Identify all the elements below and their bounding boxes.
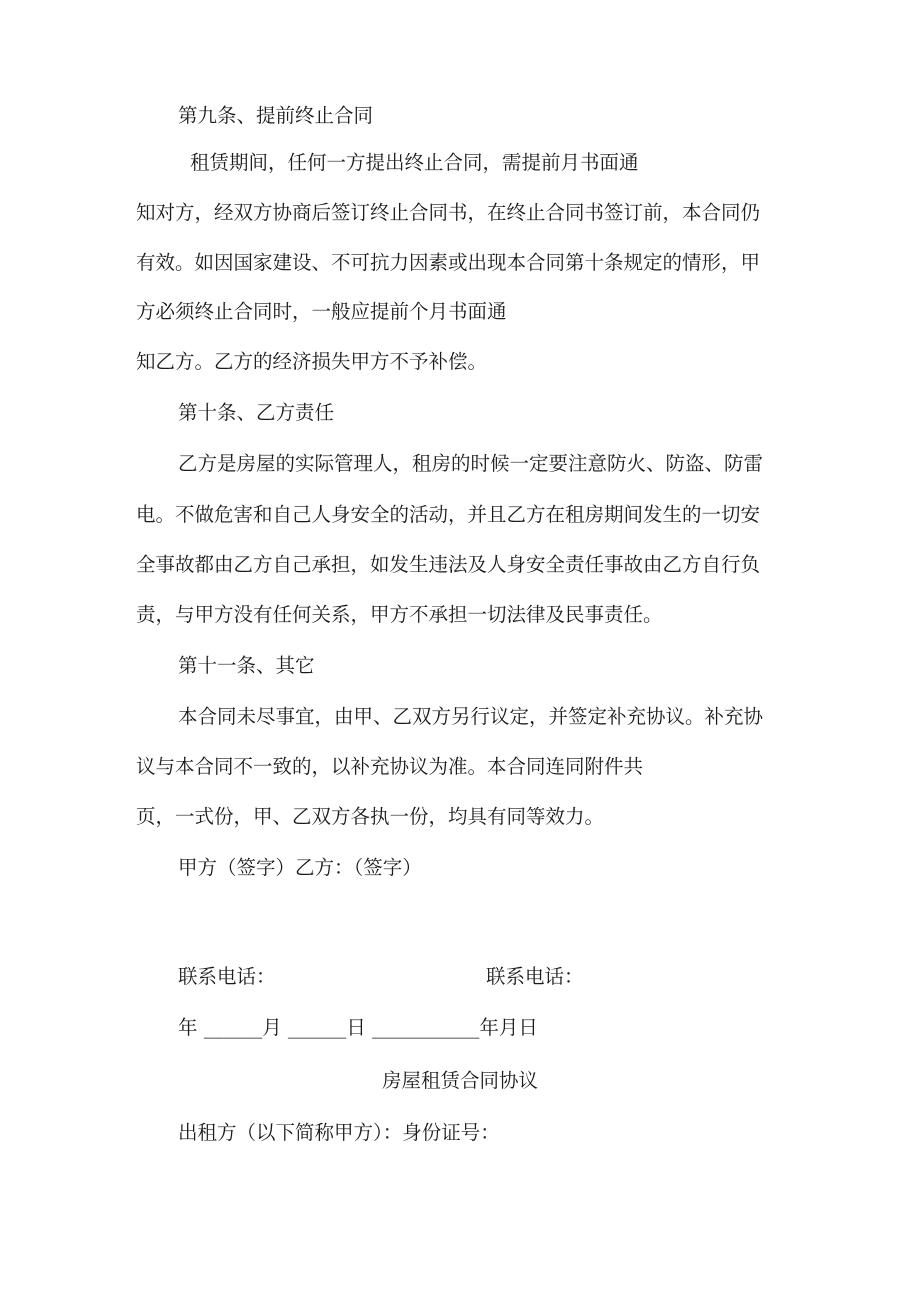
paragraph-line: 责，与甲方没有任何关系，甲方不承担一切法律及民事责任。 xyxy=(136,603,663,626)
lessor-line: 出租方（以下简称甲方）：身份证号： xyxy=(178,1121,500,1144)
signature-line: 甲方（签字）乙方：（签字） xyxy=(178,856,422,879)
paragraph-line: 租赁期间，任何一方提出终止合同，需提前月书面通 xyxy=(190,151,639,174)
paragraph-line: 有效。如因国家建设、不可抗力因素或出现本合同第十条规定的情形，甲 xyxy=(136,251,761,274)
article-11-heading: 第十一条、其它 xyxy=(178,654,315,677)
paragraph-line: 乙方是房屋的实际管理人，租房的时候一定要注意防火、防盗、防雷 xyxy=(178,452,764,475)
paragraph-line: 全事故都由乙方自己承担，如发生违法及人身安全责任事故由乙方自行负 xyxy=(136,553,761,576)
paragraph-line: 电。不做危害和自己人身安全的活动，并且乙方在租房期间发生的一切安 xyxy=(136,503,761,526)
article-10-heading: 第十条、乙方责任 xyxy=(178,401,335,424)
article-9-heading: 第九条、提前终止合同 xyxy=(178,104,374,127)
document-title: 房屋租赁合同协议 xyxy=(382,1069,539,1092)
paragraph-line: 知乙方。乙方的经济损失甲方不予补偿。 xyxy=(136,350,488,373)
party-a-phone-label: 联系电话： xyxy=(178,965,276,988)
party-b-phone-label: 联系电话： xyxy=(486,965,584,988)
paragraph-line: 议与本合同不一致的，以补充协议为准。本合同连同附件共 xyxy=(136,755,644,778)
paragraph-line: 页，一式份，甲、乙双方各执一份，均具有同等效力。 xyxy=(136,805,605,828)
date-line: 年 ______月 ______日 ___________年月日 xyxy=(178,1016,538,1039)
paragraph-line: 本合同未尽事宜，由甲、乙双方另行议定，并签定补充协议。补充协 xyxy=(178,705,764,728)
paragraph-line: 方必须终止合同时，一般应提前个月书面通 xyxy=(136,300,507,323)
paragraph-line: 知对方，经双方协商后签订终止合同书，在终止合同书签订前，本合同仍 xyxy=(136,201,761,224)
